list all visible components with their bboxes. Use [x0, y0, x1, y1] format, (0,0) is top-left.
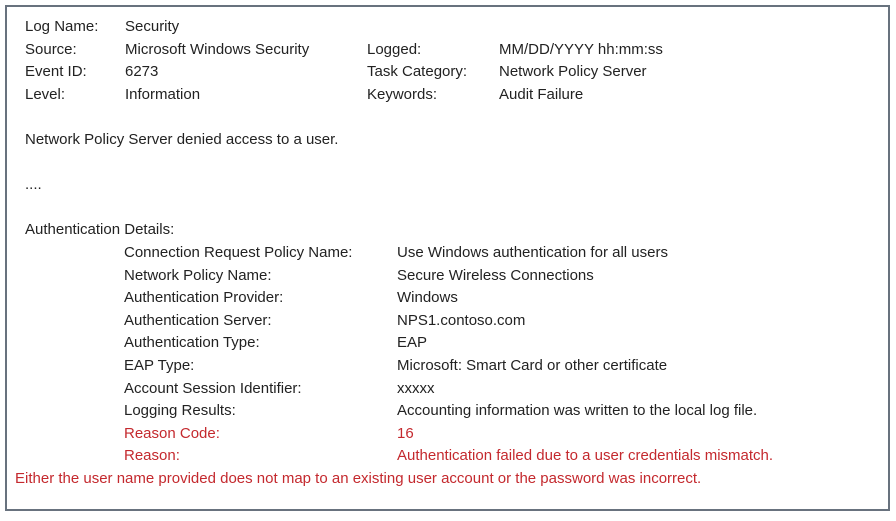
detail-row-logging-results — [25, 400, 880, 423]
blank-line — [25, 152, 880, 175]
detail-row-connection-request-policy — [25, 242, 880, 265]
level-label: Level: — [25, 85, 66, 103]
reason-wrap-text: Either the user name provided does not map to an existing user account or the password was incorrect. — [15, 469, 702, 487]
logged-value: MM/DD/YYYY hh:mm:ss — [499, 40, 663, 58]
detail-row-account-session-identifier — [25, 378, 880, 401]
authentication-provider-label: Authentication Provider: — [124, 289, 284, 307]
authentication-details-list — [25, 242, 880, 468]
header-row-event-id — [25, 61, 880, 84]
detail-row-authentication-provider — [25, 287, 880, 310]
account-session-identifier-value: xxxxx — [397, 379, 435, 397]
keywords-value: Audit Failure — [499, 85, 584, 103]
detail-row-network-policy-name — [25, 265, 880, 288]
logging-results-value: Accounting information was written to the local log file. — [397, 402, 758, 420]
network-policy-name-value: Secure Wireless Connections — [397, 266, 594, 284]
authentication-details-title: Authentication Details: — [25, 221, 175, 239]
event-header — [25, 16, 880, 106]
network-policy-name-label: Network Policy Name: — [124, 266, 272, 284]
blank-line — [25, 197, 880, 220]
detail-row-authentication-server — [25, 310, 880, 333]
authentication-server-label: Authentication Server: — [124, 311, 272, 329]
reason-label: Reason: — [124, 447, 180, 465]
keywords-label: Keywords: — [367, 85, 438, 103]
reason-code-label: Reason Code: — [124, 424, 220, 442]
event-log-excerpt — [5, 5, 890, 511]
source-value: Microsoft Windows Security — [125, 40, 310, 58]
header-row-log-name — [25, 16, 880, 39]
log-name-label: Log Name: — [25, 18, 99, 35]
task-category-value: Network Policy Server — [499, 63, 647, 81]
authentication-server-value: NPS1.contoso.com — [397, 311, 526, 329]
event-description: Network Policy Server denied access to a user. — [25, 130, 339, 148]
connection-request-policy-value: Use Windows authentication for all users — [397, 243, 668, 261]
detail-row-reason-code — [25, 423, 880, 446]
authentication-provider-value: Windows — [397, 289, 458, 307]
account-session-identifier-label: Account Session Identifier: — [124, 379, 302, 397]
header-row-level — [25, 84, 880, 107]
reason-value: Authentication failed due to a user credentials mismatch. — [397, 447, 774, 465]
authentication-type-value: EAP — [397, 334, 428, 352]
eap-type-value: Microsoft: Smart Card or other certificate — [397, 356, 668, 374]
detail-row-eap-type — [25, 355, 880, 378]
task-category-label: Task Category: — [367, 63, 468, 81]
event-id-label: Event ID: — [25, 63, 87, 81]
blank-line — [25, 106, 880, 129]
logged-label: Logged: — [367, 40, 422, 58]
header-row-source — [25, 39, 880, 62]
level-value: Information — [125, 85, 201, 103]
log-name-value: Security — [125, 18, 180, 35]
authentication-type-label: Authentication Type: — [124, 334, 260, 352]
event-id-value: 6273 — [125, 63, 159, 81]
source-label: Source: — [25, 40, 77, 58]
detail-row-reason — [25, 445, 880, 468]
logging-results-label: Logging Results: — [124, 402, 236, 420]
eap-type-label: EAP Type: — [124, 356, 195, 374]
detail-row-authentication-type — [25, 332, 880, 355]
ellipsis-line: .... — [25, 176, 42, 194]
reason-code-value: 16 — [397, 424, 414, 442]
connection-request-policy-label: Connection Request Policy Name: — [124, 243, 353, 261]
